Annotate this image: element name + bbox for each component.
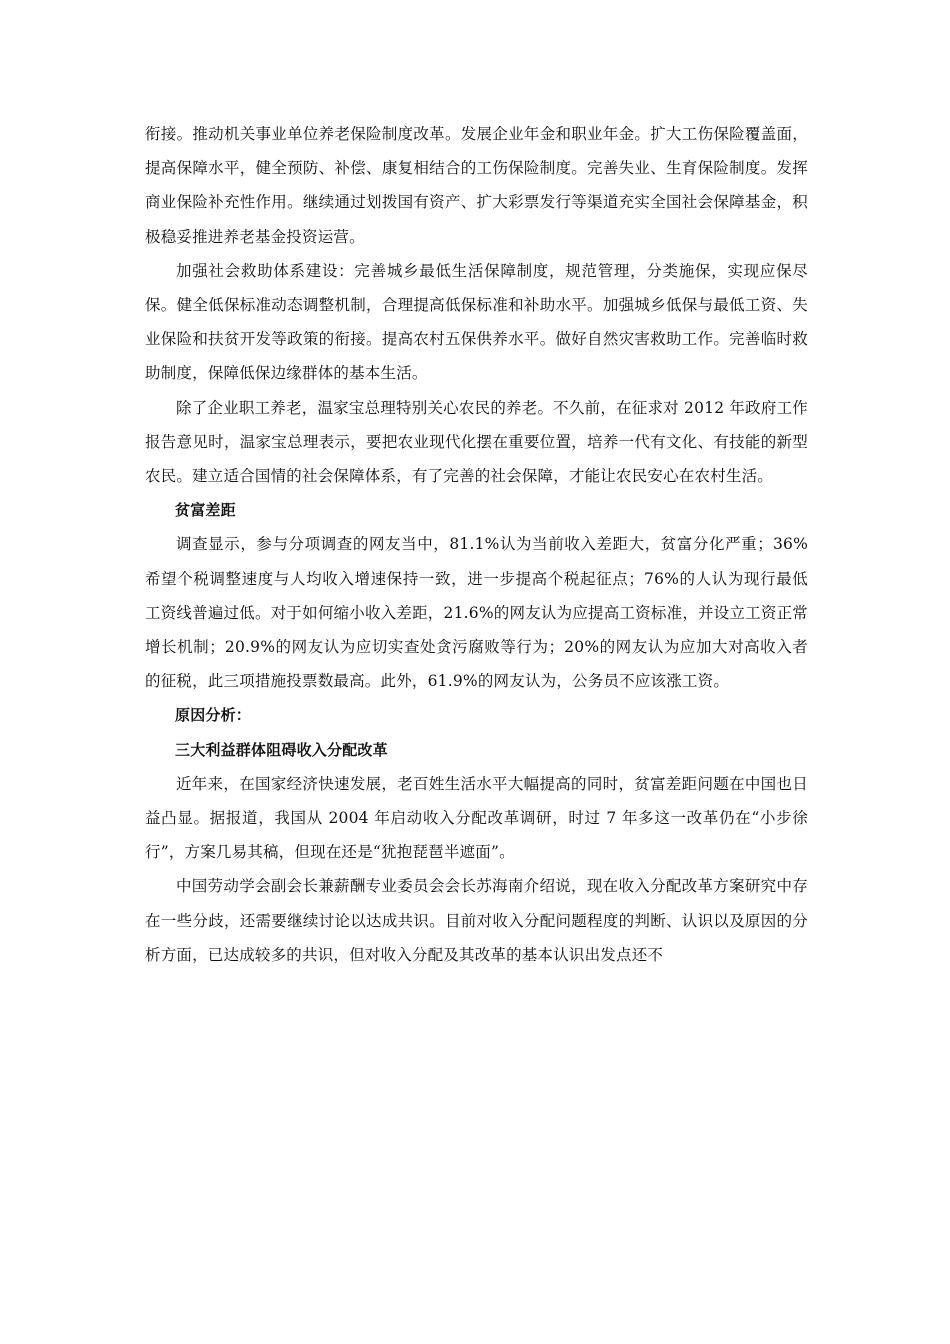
- heading-interest-groups: 三大利益群体阻碍收入分配改革: [175, 740, 388, 759]
- heading-cause-analysis: 原因分析：: [175, 706, 252, 725]
- paragraph-social-insurance: 衔接。推动机关事业单位养老保险制度改革。发展企业年金和职业年金。扩大工伤保险覆盖面，提高保障水平，健全预防、补偿、康复相结合的工伤保险制度。完善失业、生育保险制度。发挥商业保险补充性作用。继续通过划拨国有资产、扩大彩票发行等渠道充实全国社会保障基金，积极稳妥推进养老基金投资运营。: [145, 125, 808, 246]
- paragraph-farmer-pension: 除了企业职工养老，温家宝总理特别关心农民的养老。不久前，在征求对 2012 年政府工作报告意见时，温家宝总理表示，要把农业现代化摆在重要位置，培养一代有文化、有技能的新型农民。建立适合国情的社会保障体系，有了完善的社会保障，才能让农民安心在农村生活。: [145, 398, 808, 486]
- paragraph-survey-results: 调查显示，参与分项调查的网友当中，81.1%认为当前收入差距大，贫富分化严重；36%希望个税调整速度与人均收入增速保持一致，进一步提高个税起征点；76%的人认为现行最低工资线普遍过低。对于如何缩小收入差距，21.6%的网友认为应提高工资标准，并设立工资正常增长机制；20.9%的网友认为应切实查处贪污腐败等行为；20%的网友认为应加大对高收入者的征税，此三项措施投票数最高。此外，61.9%的网友认为，公务员不应该涨工资。: [145, 535, 808, 691]
- heading-wealth-gap: 贫富差距: [175, 501, 236, 520]
- paragraph-social-assistance: 加强社会救助体系建设：完善城乡最低生活保障制度，规范管理，分类施保，实现应保尽保。健全低保标准动态调整机制，合理提高低保标准和补助水平。加强城乡低保与最低工资、失业保险和扶贫开发等政策的衔接。提高农村五保供养水平。做好自然灾害救助工作。完善临时救助制度，保障低保边缘群体的基本生活。: [145, 261, 808, 383]
- document-page: [145, 117, 808, 972]
- paragraph-reform-progress: 近年来，在国家经济快速发展，老百姓生活水平大幅提高的同时，贫富差距问题在中国也日益凸显。据报道，我国从 2004 年启动收入分配改革调研，时过 7 年多这一改革仍在“小步徐行”，方案几易其稿，但现在还是“犹抱琵琶半遮面”。: [145, 774, 808, 862]
- paragraph-expert-comment: 中国劳动学会副会长兼薪酬专业委员会会长苏海南介绍说，现在收入分配改革方案研究中存在一些分歧，还需要继续讨论以达成共识。目前对收入分配问题程度的判断、认识以及原因的分析方面，已达成较多的共识，但对收入分配及其改革的基本认识出发点还不: [145, 877, 808, 964]
